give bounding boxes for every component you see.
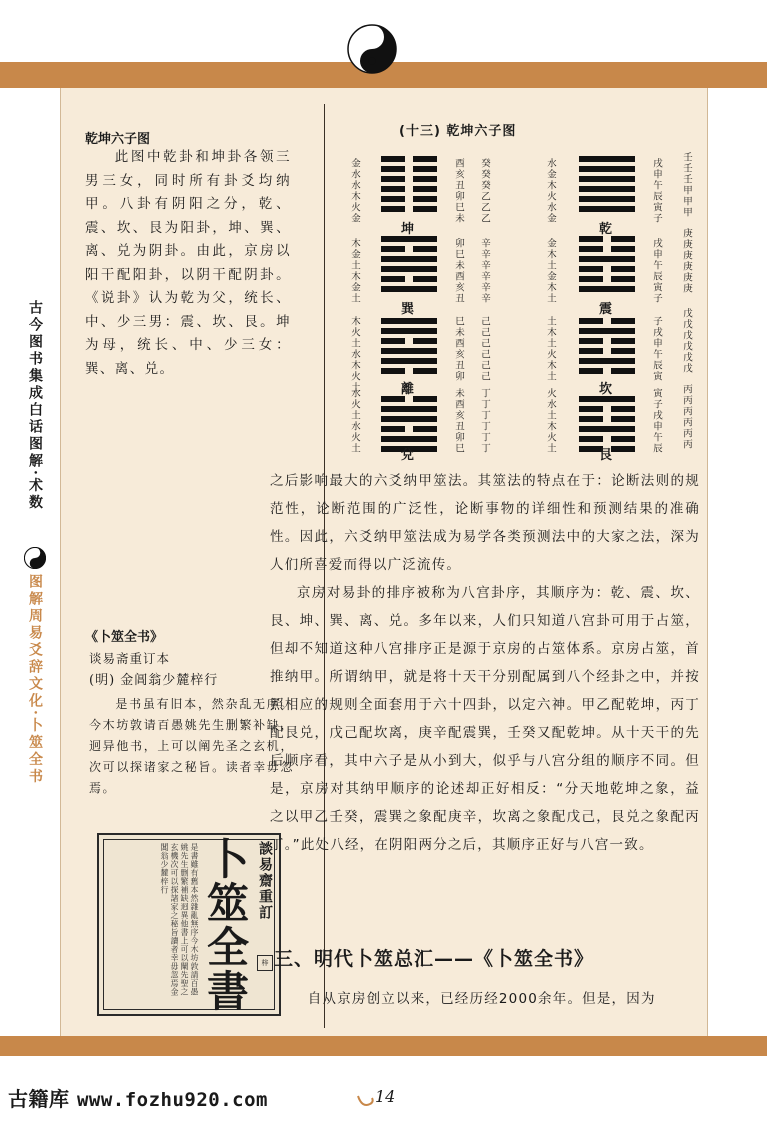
yin-col-stems-3: 己己己己己己 (479, 316, 490, 382)
trigram-name-li: 離 (401, 382, 415, 397)
main-paragraph-1: 之后影响最大的六爻纳甲筮法。其筮法的特点在于：论断法则的规范性，论断范围的广泛性，论断事物的详细性和预测结果的准确性。因此，六爻纳甲筮法成为易学各类预测法中的大家之法，深为人们所喜爱而得以广泛流传。 (270, 473, 700, 573)
yin-col-elements-1: 金水水木火金 (349, 158, 360, 224)
yin-col-branches-4: 未酉亥丑卯巳 (453, 388, 464, 454)
site-url: www.fozhu920.com (76, 1089, 268, 1111)
trigram-name-xun: 巽 (401, 302, 415, 317)
trigram-name-dui: 兌 (401, 448, 415, 463)
cover-small-text: 是書雖有舊本然雜亂無序今木坊敦請百愚姚先生删繁補缺迥異他書上可以闡先聖之玄機次可以探諸家之秘旨讀者幸毋忽焉金閶翁少麓梓行 (160, 843, 199, 996)
figure-title: (十三) 乾坤六子图 (399, 124, 517, 139)
main-paragraph-2: 京房对易卦的排序被称为八宫卦序，其顺序为：乾、震、坎、艮、坤、巽、离、兑。多年以来，人们只知道八宫卦可用于占筮，但却不知道这种八宫排序正是源于京房的占筮体系。京房占筮，首推纳甲。所谓纳甲，就是将十天干分别配属到八个经卦之中，并按照相应的规则全面套用于六十四卦，以定六神。甲乙配乾坤，丙丁配艮兑，戊己配坎离，庚辛配震巽，壬癸又配乾坤。从十天干的先后顺序看，其中六子是从小到大，似乎与八宫分组的顺序不同。但是，京房对其纳甲顺序的论述却正好相反：“分天地乾坤之象，益之以甲乙壬癸，震巽之象配庚辛，坎离之象配戊己，艮兑之象配丙丁。”此处八经，在阴阳两分之后，其顺序正好与八宫一致。 (270, 585, 700, 853)
cover-side-text: 談易齋重訂 (257, 841, 273, 921)
cover-seal: 梓 (257, 955, 273, 971)
yin-col-branches-2: 卯巳未酉亥丑 (453, 238, 464, 304)
figure-note: 此图中乾卦和坤卦各领三男三女，同时所有卦爻均纳甲。八卦有阴阳之分，乾、震、坎、艮为阳卦，坤、巽、离、兑为阴卦。由此，京房以阳干配阳卦，以阴干配阴卦。《说卦》认为乾为父，统长、中、少三男：震、坎、艮。坤为母，统长、中、少三女：巽、离、兑。 (85, 149, 291, 377)
yin-col-stems-1: 癸癸癸乙乙乙 (479, 158, 490, 224)
book-title-vertical: 图解周易爻辞文化·卜筮全书 (27, 574, 43, 786)
book-note: 是书虽有旧本，然杂乱无序。今木坊敦请百愚姚先生删繁补缺，迥异他书，上可以阐先圣之玄机，次可以探诸家之秘旨。读者幸毋忽焉。 (89, 697, 294, 795)
yang-col-elements-3: 土木土火木土 (545, 316, 556, 382)
yin-col-elements-2: 木金土木金土 (349, 238, 360, 304)
page-number: 14 (375, 1087, 396, 1106)
yang-col-elements-4: 火水土木火土 (545, 388, 556, 454)
site-name: 古籍库 (8, 1087, 70, 1111)
yin-col-branches-1: 酉亥丑卯巳未 (453, 158, 464, 224)
trigram-name-kun: 坤 (401, 222, 415, 237)
book-edition: 谈易斋重订本 (89, 651, 171, 666)
main-paragraph-3: 自从京房创立以来，已经历经2000余年。但是，因为 (307, 991, 656, 1007)
page-panel (60, 88, 708, 1036)
taiji-small-icon (24, 547, 46, 569)
yang-col-branches-4: 寅子戌申午辰 (651, 388, 662, 454)
book-title: 《卜筮全书》 (85, 630, 164, 645)
cover-big-title: 卜筮全書 (201, 837, 250, 1013)
yang-col-branches-1: 戌申午辰寅子 (651, 158, 662, 224)
yang-col-branches-3: 子戌申午辰寅 (651, 316, 662, 382)
footer-watermark (8, 1083, 268, 1112)
yang-col-stems-3: 戊戊戊戊戊戊 (681, 308, 692, 374)
yin-col-stems-4: 丁丁丁丁丁丁 (479, 388, 490, 454)
yang-col-stems-1: 壬壬壬甲甲甲 (681, 152, 692, 218)
section-heading: 三、明代卜筮总汇——《卜筮全书》 (274, 948, 595, 970)
section-title: 乾坤六子图 (85, 132, 151, 147)
qiankun-six-sons-figure (331, 148, 709, 463)
series-title-vertical: 古今图书集成白话图解·术数 (27, 300, 43, 512)
yang-col-elements-2: 金木土金木土 (545, 238, 556, 304)
trigram-name-qian: 乾 (599, 222, 613, 237)
yang-col-branches-2: 戌申午辰寅子 (651, 238, 662, 304)
trigram-name-zhen: 震 (599, 302, 613, 317)
trigram-name-kan: 坎 (599, 382, 613, 397)
yin-col-branches-3: 巳未酉亥丑卯 (453, 316, 464, 382)
bottom-band (0, 1036, 767, 1056)
book-author: (明) 金阊翁少麓梓行 (89, 673, 219, 688)
yang-col-stems-4: 丙丙丙丙丙丙 (681, 384, 692, 450)
yin-col-elements-4: 水火土水火土 (349, 388, 360, 454)
yin-col-elements-3: 木火土水木火土 (349, 316, 360, 393)
trigram-name-gen: 艮 (599, 448, 613, 463)
yang-col-elements-1: 水金木火水金 (545, 158, 556, 224)
yin-col-stems-2: 辛辛辛辛辛辛 (479, 238, 490, 304)
taiji-icon (347, 24, 397, 74)
yang-col-stems-2: 庚庚庚庚庚庚 (681, 228, 692, 294)
book-cover-image (97, 833, 281, 1016)
